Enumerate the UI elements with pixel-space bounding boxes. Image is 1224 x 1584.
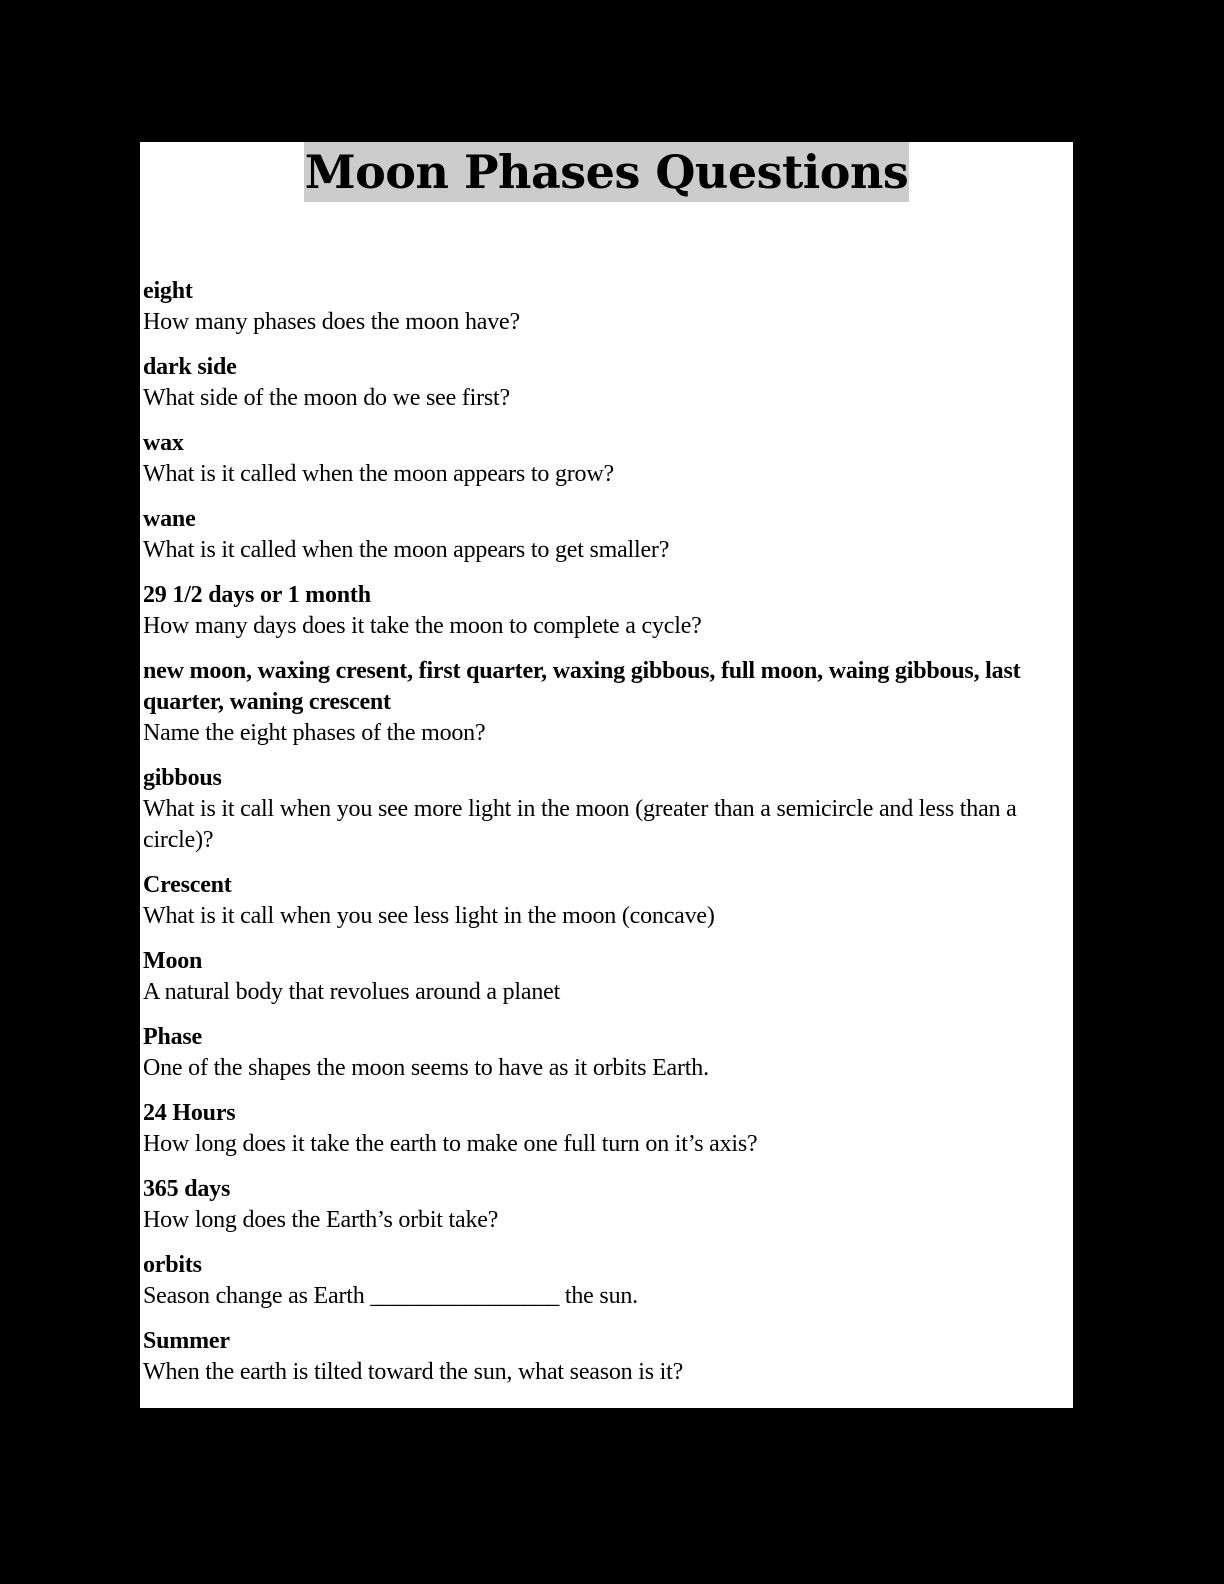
qa-item <box>143 1174 1063 1236</box>
page-title: Moon Phases Questions <box>304 142 910 202</box>
qa-item <box>143 1098 1063 1160</box>
document-page <box>140 142 1073 1408</box>
qa-item <box>143 946 1063 1008</box>
qa-item <box>143 763 1063 856</box>
question-text: What is it called when the moon appears to grow? <box>143 461 614 487</box>
title-container <box>140 142 1073 202</box>
question-text: A natural body that revolues around a planet <box>143 979 561 1005</box>
question-text: How many phases does the moon have? <box>143 309 520 335</box>
answer-text: wane <box>143 506 196 532</box>
qa-item <box>143 870 1063 932</box>
question-text: When the earth is tilted toward the sun, what season is it? <box>143 1359 684 1385</box>
qa-item <box>143 352 1063 414</box>
answer-text: Summer <box>143 1328 230 1354</box>
question-text: Season change as Earth ________________ the sun. <box>143 1283 638 1309</box>
answer-text: 29 1/2 days or 1 month <box>143 582 371 608</box>
answer-text: dark side <box>143 354 237 380</box>
answer-text: Moon <box>143 948 203 974</box>
answer-text: new moon, waxing cresent, first quarter, waxing gibbous, full moon, waing gibbous, last quarter, waning crescent <box>143 658 1021 715</box>
question-text: What is it call when you see more light in the moon (greater than a semicircle and less than a circle)? <box>143 796 1017 853</box>
answer-text: eight <box>143 278 193 304</box>
question-answer-list <box>143 276 1063 1402</box>
question-text: How long does it take the earth to make one full turn on it’s axis? <box>143 1131 758 1157</box>
question-text: What is it called when the moon appears to get smaller? <box>143 537 670 563</box>
answer-text: 365 days <box>143 1176 231 1202</box>
qa-item <box>143 1022 1063 1084</box>
qa-item <box>143 1250 1063 1312</box>
question-text: What is it call when you see less light in the moon (concave) <box>143 903 715 929</box>
question-text: One of the shapes the moon seems to have as it orbits Earth. <box>143 1055 709 1081</box>
question-text: How many days does it take the moon to complete a cycle? <box>143 613 702 639</box>
question-text: Name the eight phases of the moon? <box>143 720 486 746</box>
answer-text: gibbous <box>143 765 222 791</box>
qa-item <box>143 428 1063 490</box>
question-text: What side of the moon do we see first? <box>143 385 510 411</box>
answer-text: 24 Hours <box>143 1100 236 1126</box>
answer-text: orbits <box>143 1252 202 1278</box>
qa-item <box>143 656 1063 749</box>
answer-text: Crescent <box>143 872 232 898</box>
qa-item <box>143 504 1063 566</box>
question-text: How long does the Earth’s orbit take? <box>143 1207 499 1233</box>
qa-item <box>143 276 1063 338</box>
answer-text: Phase <box>143 1024 203 1050</box>
qa-item <box>143 580 1063 642</box>
qa-item <box>143 1326 1063 1388</box>
answer-text: wax <box>143 430 184 456</box>
